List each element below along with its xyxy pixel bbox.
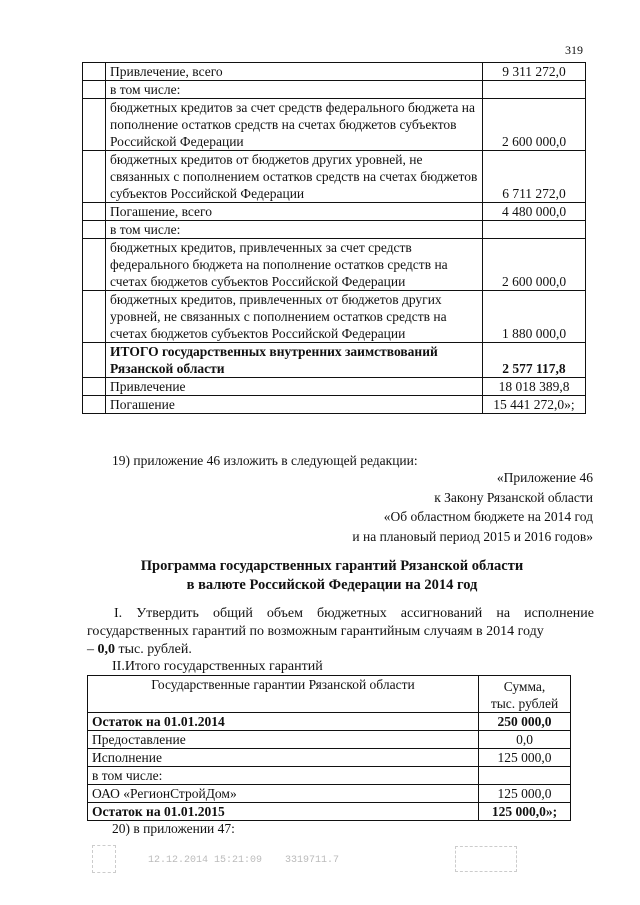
section-1-line-2: государственных гарантий по возможным гарантийным случаям в 2014 году: [87, 624, 544, 639]
section-1-tail: тыс. рублей.: [115, 642, 192, 657]
row-label: в том числе:: [106, 81, 483, 99]
row-value: 18 018 389,8: [483, 378, 586, 396]
row-label: ИТОГО государственных внутренних заимствований Рязанской области: [106, 343, 483, 378]
guarantees-header-amount-line-2: тыс. рублей: [490, 696, 559, 711]
row-spacer-cell: [83, 221, 106, 239]
borrowings-table: [82, 62, 586, 414]
guarantee-label: в том числе:: [88, 767, 479, 785]
appendix-line-2: к Закону Рязанской области: [434, 489, 593, 505]
row-value: 4 480 000,0: [483, 203, 586, 221]
guarantees-row: [88, 785, 571, 803]
row-spacer-cell: [83, 203, 106, 221]
row-label: Погашение: [106, 396, 483, 414]
guarantees-row: [88, 803, 571, 821]
row-spacer-cell: [83, 396, 106, 414]
row-value: 2 600 000,0: [483, 239, 586, 291]
page-number: 319: [565, 43, 583, 57]
guarantees-row: [88, 749, 571, 767]
guarantees-header-amount: [479, 676, 571, 713]
guarantees-header-label: Государственные гарантии Рязанской области: [88, 676, 479, 713]
row-value: 9 311 272,0: [483, 63, 586, 81]
row-value: 2 600 000,0: [483, 99, 586, 151]
scan-stamp-icon: [92, 845, 116, 873]
item-20-paragraph: 20) в приложении 47:: [112, 821, 235, 836]
borrowings-row: [83, 151, 586, 203]
borrowings-row: [83, 203, 586, 221]
appendix-line-1: «Приложение 46: [496, 470, 593, 485]
row-label: бюджетных кредитов, привлеченных от бюджетов других уровней, не связанных с пополнением остатков средств на счетах бюджетов субъектов Российской Федерации: [106, 291, 483, 343]
row-label: в том числе:: [106, 221, 483, 239]
borrowings-row: [83, 239, 586, 291]
row-value: 2 577 117,8: [483, 343, 586, 378]
row-spacer-cell: [83, 63, 106, 81]
section-1-line-1: I. Утвердить общий объем бюджетных ассигнований на исполнение: [114, 606, 594, 621]
row-value: [483, 221, 586, 239]
borrowings-row: [83, 81, 586, 99]
borrowings-row: [83, 63, 586, 81]
row-spacer-cell: [83, 291, 106, 343]
guarantees-row: [88, 713, 571, 731]
row-spacer-cell: [83, 151, 106, 203]
borrowings-row: [83, 291, 586, 343]
row-spacer-cell: [83, 378, 106, 396]
guarantee-label: ОАО «РегионСтройДом»: [88, 785, 479, 803]
row-spacer-cell: [83, 343, 106, 378]
row-value: [483, 81, 586, 99]
program-title: [82, 557, 582, 595]
footer-timestamp: 12.12.2014 15:21:09: [148, 855, 263, 866]
row-value: 15 441 272,0»;: [483, 396, 586, 414]
guarantee-label: Исполнение: [88, 749, 479, 767]
row-label: Погашение, всего: [106, 203, 483, 221]
guarantees-row: [88, 767, 571, 785]
section-2-heading: II.Итого государственных гарантий: [112, 659, 323, 674]
borrowings-row: [83, 396, 586, 414]
appendix-line-4: и на плановый период 2015 и 2016 годов»: [352, 528, 593, 544]
program-title-line-2: в валюте Российской Федерации на 2014 год: [186, 577, 478, 593]
guarantee-value: 0,0: [479, 731, 571, 749]
row-label: бюджетных кредитов, привлеченных за счет средств федерального бюджета на пополнение остатков средств на счетах бюджетов субъектов Российской Федерации: [106, 239, 483, 291]
borrowings-row: [83, 221, 586, 239]
row-label: бюджетных кредитов за счет средств федерального бюджета на пополнение остатков средств на счетах бюджетов субъектов Российской Федерации: [106, 99, 483, 151]
item-19-paragraph: 19) приложение 46 изложить в следующей редакции:: [112, 453, 418, 468]
row-spacer-cell: [83, 99, 106, 151]
borrowings-table-body: [83, 63, 586, 414]
guarantees-table-header-row: [88, 676, 571, 713]
row-label: Привлечение, всего: [106, 63, 483, 81]
guarantee-label: Остаток на 01.01.2014: [88, 713, 479, 731]
guarantee-value: 125 000,0: [479, 749, 571, 767]
borrowings-row: [83, 378, 586, 396]
row-value: 6 711 272,0: [483, 151, 586, 203]
guarantee-value: 250 000,0: [479, 713, 571, 731]
borrowings-row: [83, 99, 586, 151]
section-1-line-3: [87, 641, 594, 659]
row-label: бюджетных кредитов от бюджетов других уровней, не связанных с пополнением остатков средств на счетах бюджетов субъектов Российской Федерации: [106, 151, 483, 203]
section-1-paragraph: [87, 605, 594, 659]
guarantees-table-body: [88, 676, 571, 821]
guarantee-value: [479, 767, 571, 785]
guarantees-table: [87, 675, 571, 821]
row-spacer-cell: [83, 81, 106, 99]
row-label: Привлечение: [106, 378, 483, 396]
row-value: 1 880 000,0: [483, 291, 586, 343]
guarantees-row: [88, 731, 571, 749]
guarantee-label: Предоставление: [88, 731, 479, 749]
section-1-dash: –: [87, 642, 98, 657]
appendix-line-3: «Об областном бюджете на 2014 год: [383, 509, 593, 524]
guarantee-value: 125 000,0»;: [479, 803, 571, 821]
guarantee-label: Остаток на 01.01.2015: [88, 803, 479, 821]
program-title-line-1: Программа государственных гарантий Рязанской области: [140, 558, 524, 574]
appendix-header: [300, 468, 593, 546]
row-spacer-cell: [83, 239, 106, 291]
section-1-bold-value: 0,0: [97, 642, 115, 657]
borrowings-row: [83, 343, 586, 378]
footer-number: 3319711.7: [285, 855, 340, 866]
scan-barcode-icon: [455, 846, 517, 872]
guarantees-header-amount-line-1: Сумма,: [503, 679, 546, 694]
guarantee-value: 125 000,0: [479, 785, 571, 803]
